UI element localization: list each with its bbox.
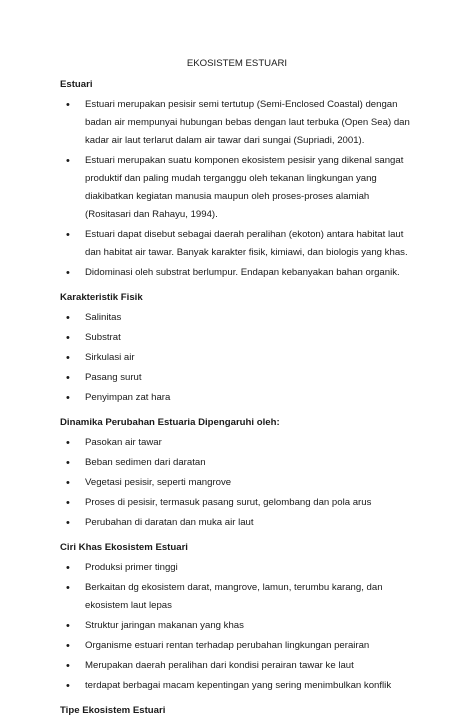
list-item: • Salinitas	[60, 309, 414, 327]
section-heading: Estuari	[60, 79, 93, 90]
list-item: • Estuari merupakan pesisir semi tertutup (Semi-Enclosed Coastal) dengan badan air mempunyai hubungan bebas dengan laut terbuka (Open Sea) dan kadar air laut terlarut dalam air tawar dari sungai (Supriadi, 2001).	[60, 96, 414, 150]
list-item: • Proses di pesisir, termasuk pasang surut, gelombang dan pola arus	[60, 494, 414, 512]
list-item: • Penyimpan zat hara	[60, 389, 414, 407]
section-ciri-khas	[60, 542, 414, 695]
list-item: • Merupakan daerah peralihan dari kondisi perairan tawar ke laut	[60, 657, 414, 675]
section-heading: Karakteristik Fisik	[60, 292, 143, 303]
bullet-list	[60, 309, 414, 407]
list-item: • Pasang surut	[60, 369, 414, 387]
list-item: • terdapat berbagai macam kepentingan yang sering menimbulkan konflik	[60, 677, 414, 695]
list-item: • Vegetasi pesisir, seperti mangrove	[60, 474, 414, 492]
list-item: • Struktur jaringan makanan yang khas	[60, 617, 414, 635]
list-item: • Substrat	[60, 329, 414, 347]
list-item: • Sirkulasi air	[60, 349, 414, 367]
list-item: • Berkaitan dg ekosistem darat, mangrove, lamun, terumbu karang, dan ekosistem laut lepas	[60, 579, 414, 615]
section-tipe	[60, 705, 414, 716]
list-item: • Pasokan air tawar	[60, 434, 414, 452]
list-item: • Estuari merupakan suatu komponen ekosistem pesisir yang dikenal sangat produktif dan paling mudah terganggu oleh tekanan lingkungan yang diakibatkan kegiatan manusia maupun oleh proses-proses alamiah (Rositasari dan Rahayu, 1994).	[60, 152, 414, 224]
list-item: • Produksi primer tinggi	[60, 559, 414, 577]
list-item: • Beban sedimen dari daratan	[60, 454, 414, 472]
section-heading: Ciri Khas Ekosistem Estuari	[60, 542, 188, 553]
list-item: • Organisme estuari rentan terhadap perubahan lingkungan perairan	[60, 637, 414, 655]
bullet-list	[60, 434, 414, 532]
section-karakteristik-fisik	[60, 292, 414, 407]
bullet-list	[60, 96, 414, 282]
section-dinamika	[60, 417, 414, 532]
list-item: • Perubahan di daratan dan muka air laut	[60, 514, 414, 532]
list-item: • Estuari dapat disebut sebagai daerah peralihan (ekoton) antara habitat laut dan habitat air tawar. Banyak karakter fisik, kimiawi, dan biologis yang khas.	[60, 226, 414, 262]
list-item: • Didominasi oleh substrat berlumpur. Endapan kebanyakan bahan organik.	[60, 264, 414, 282]
section-heading: Tipe Ekosistem Estuari	[60, 705, 166, 716]
section-heading: Dinamika Perubahan Estuaria Dipengaruhi oleh:	[60, 417, 280, 428]
document-title: EKOSISTEM ESTUARI	[186, 58, 288, 69]
bullet-list	[60, 559, 414, 695]
section-estuari	[60, 79, 414, 282]
